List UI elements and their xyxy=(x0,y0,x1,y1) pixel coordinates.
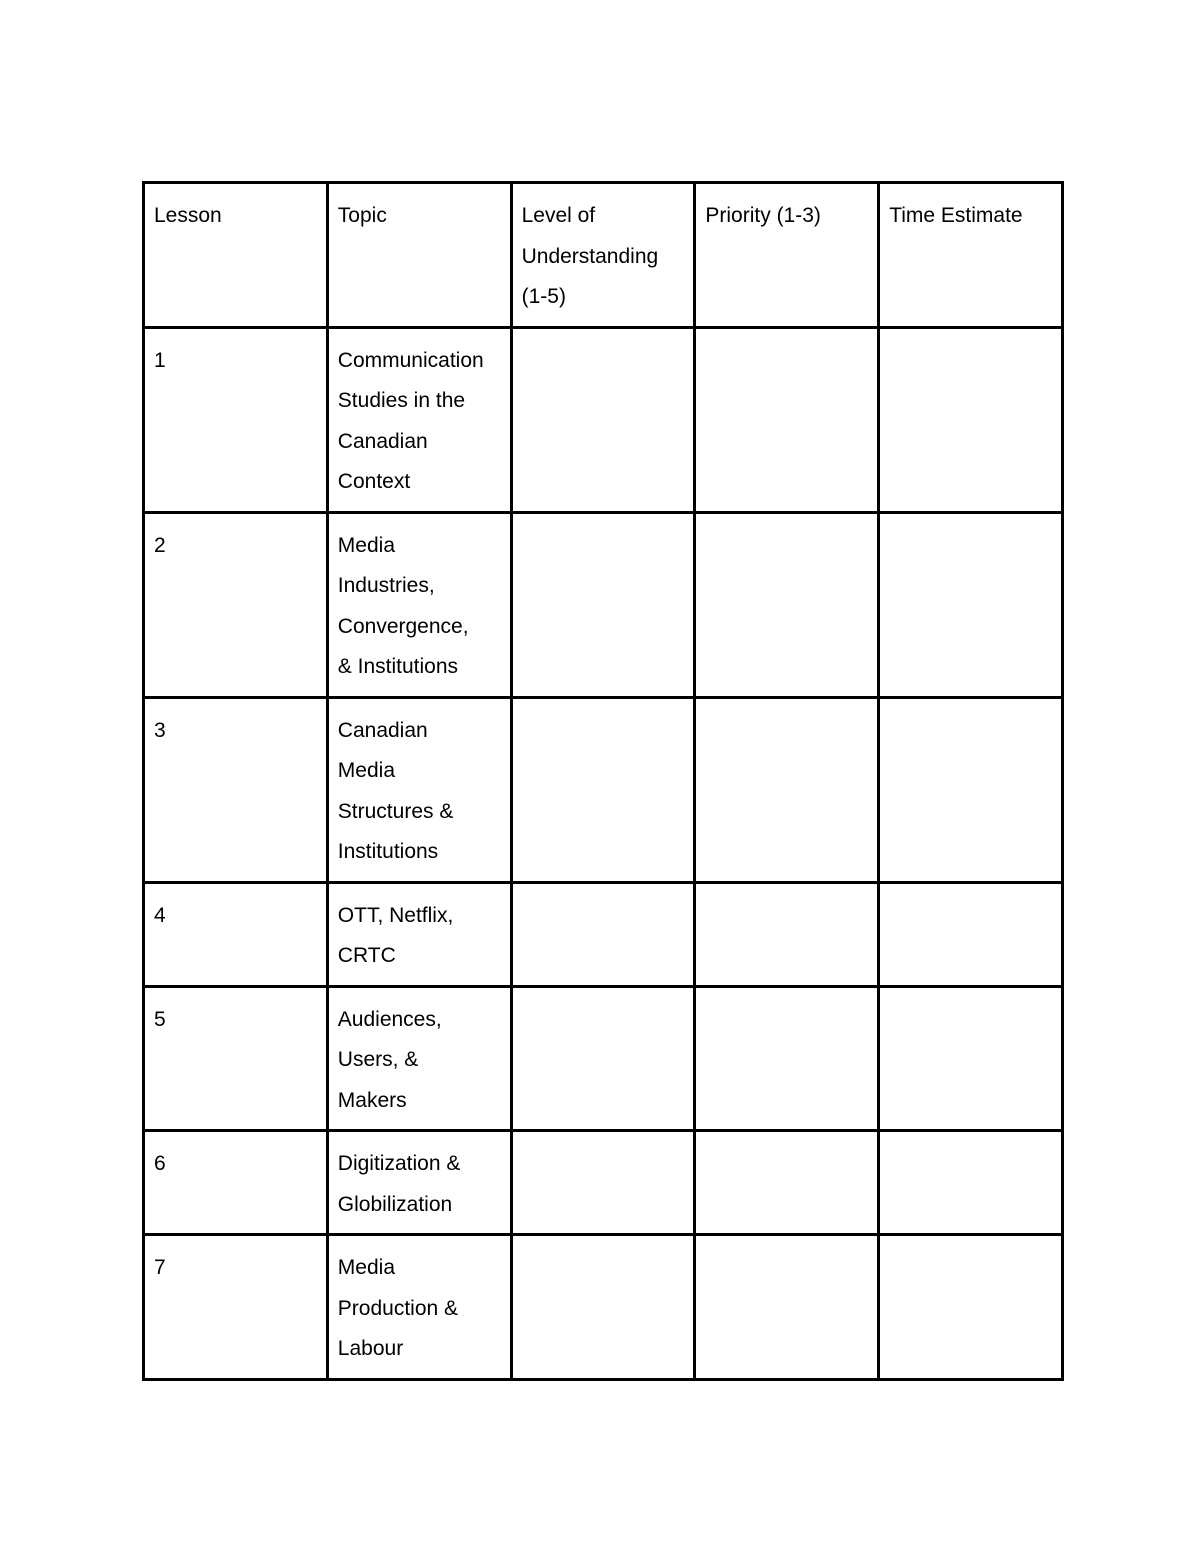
topic-text: Audiences, Users, & Makers xyxy=(337,1007,442,1112)
topic-text: Media Industries, Convergence, & Institutions xyxy=(337,533,469,678)
header-topic-label: Topic xyxy=(337,204,387,227)
header-cell-level xyxy=(511,183,695,328)
topic-cell xyxy=(327,1235,511,1380)
time-cell[interactable] xyxy=(879,882,1063,986)
header-cell-priority xyxy=(695,183,879,328)
time-cell[interactable] xyxy=(879,327,1063,512)
lesson-cell xyxy=(144,1131,328,1235)
topic-text: Communication Studies in the Canadian Context xyxy=(337,348,484,493)
topic-cell xyxy=(327,697,511,882)
lesson-cell xyxy=(144,882,328,986)
topic-text: Digitization & Globilization xyxy=(337,1152,461,1216)
time-cell[interactable] xyxy=(879,1235,1063,1380)
lesson-cell xyxy=(144,986,328,1131)
lesson-number: 1 xyxy=(154,348,166,372)
topic-text: Canadian Media Structures & Institutions xyxy=(337,718,454,863)
lesson-cell xyxy=(144,327,328,512)
table-row xyxy=(144,697,1063,882)
topic-cell xyxy=(327,1131,511,1235)
header-priority-label: Priority (1-3) xyxy=(705,204,821,227)
lesson-cell xyxy=(144,697,328,882)
time-cell[interactable] xyxy=(879,512,1063,697)
priority-cell[interactable] xyxy=(695,882,879,986)
priority-cell[interactable] xyxy=(695,327,879,512)
table-row xyxy=(144,327,1063,512)
level-cell[interactable] xyxy=(511,986,695,1131)
topic-text: OTT, Netflix, CRTC xyxy=(337,903,454,967)
table-row xyxy=(144,1131,1063,1235)
table-header-row xyxy=(144,183,1063,328)
header-time-label: Time Estimate xyxy=(889,204,1023,227)
topic-text: Media Production & Labour xyxy=(337,1256,459,1360)
lesson-number: 6 xyxy=(154,1152,166,1175)
lesson-number: 5 xyxy=(154,1007,166,1031)
time-cell[interactable] xyxy=(879,986,1063,1131)
topic-cell xyxy=(327,986,511,1131)
level-cell[interactable] xyxy=(511,327,695,512)
priority-cell[interactable] xyxy=(695,512,879,697)
header-cell-lesson xyxy=(144,183,328,328)
header-level-label: Level of Understanding (1-5) xyxy=(521,204,659,308)
priority-cell[interactable] xyxy=(695,1235,879,1380)
lesson-cell xyxy=(144,512,328,697)
priority-cell[interactable] xyxy=(695,1131,879,1235)
table-row xyxy=(144,986,1063,1131)
topic-cell xyxy=(327,512,511,697)
lesson-number: 2 xyxy=(154,533,166,557)
time-cell[interactable] xyxy=(879,1131,1063,1235)
priority-cell[interactable] xyxy=(695,697,879,882)
level-cell[interactable] xyxy=(511,1131,695,1235)
table-row xyxy=(144,1235,1063,1380)
lesson-cell xyxy=(144,1235,328,1380)
time-cell[interactable] xyxy=(879,697,1063,882)
topic-cell xyxy=(327,882,511,986)
lesson-number: 4 xyxy=(154,903,166,927)
table-row xyxy=(144,512,1063,697)
lesson-number: 7 xyxy=(154,1256,166,1279)
priority-cell[interactable] xyxy=(695,986,879,1131)
topic-cell xyxy=(327,327,511,512)
header-cell-topic xyxy=(327,183,511,328)
level-cell[interactable] xyxy=(511,1235,695,1380)
table-row xyxy=(144,882,1063,986)
level-cell[interactable] xyxy=(511,882,695,986)
level-cell[interactable] xyxy=(511,512,695,697)
lesson-number: 3 xyxy=(154,718,166,742)
header-lesson-label: Lesson xyxy=(154,204,222,227)
study-plan-table xyxy=(142,181,1064,1381)
header-cell-time xyxy=(879,183,1063,328)
level-cell[interactable] xyxy=(511,697,695,882)
